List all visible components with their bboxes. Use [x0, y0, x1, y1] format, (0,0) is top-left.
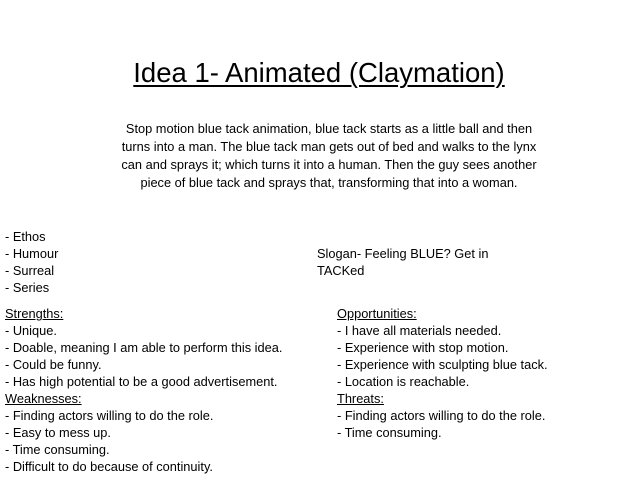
- strength-item: - Has high potential to be a good advertisement.: [5, 374, 278, 389]
- weakness-item: - Difficult to do because of continuity.: [5, 459, 213, 474]
- idea-description: Stop motion blue tack animation, blue tack starts as a little ball and then turns into a man. The blue tack man gets out of bed and walks to the lynx can and sprays it; which turns it into a human. Then the guy sees another piece of blue tack and sprays that, transforming that into a woman.: [121, 121, 537, 190]
- weakness-item: - Finding actors willing to do the role.: [5, 408, 214, 423]
- opportunity-item: - Experience with sculpting blue tack.: [337, 357, 548, 372]
- slide-title: [0, 56, 638, 90]
- opportunities-heading: Opportunities:: [337, 306, 417, 321]
- slogan-line: TACKed: [317, 263, 365, 278]
- slogan: [317, 245, 488, 279]
- strengths-weaknesses-column: [5, 305, 282, 475]
- threats-heading: Threats:: [337, 391, 384, 406]
- threat-item: - Time consuming.: [337, 425, 442, 440]
- slide-title-text: Idea 1- Animated (Claymation): [133, 57, 505, 88]
- strengths-heading: Strengths:: [5, 306, 64, 321]
- strength-item: - Unique.: [5, 323, 57, 338]
- opportunity-item: - Experience with stop motion.: [337, 340, 509, 355]
- strength-item: - Could be funny.: [5, 357, 102, 372]
- threat-item: - Finding actors willing to do the role.: [337, 408, 546, 423]
- themes-list: [5, 228, 58, 296]
- theme-item: - Ethos: [5, 229, 46, 244]
- slogan-line: Slogan- Feeling BLUE? Get in: [317, 246, 489, 261]
- weakness-item: - Easy to mess up.: [5, 425, 111, 440]
- strength-item: - Doable, meaning I am able to perform this idea.: [5, 340, 283, 355]
- theme-item: - Surreal: [5, 263, 55, 278]
- theme-item: - Series: [5, 280, 50, 295]
- weakness-item: - Time consuming.: [5, 442, 110, 457]
- theme-item: - Humour: [5, 246, 59, 261]
- opportunity-item: - I have all materials needed.: [337, 323, 502, 338]
- weaknesses-heading: Weaknesses:: [5, 391, 82, 406]
- opportunity-item: - Location is reachable.: [337, 374, 470, 389]
- opportunities-threats-column: [337, 305, 548, 441]
